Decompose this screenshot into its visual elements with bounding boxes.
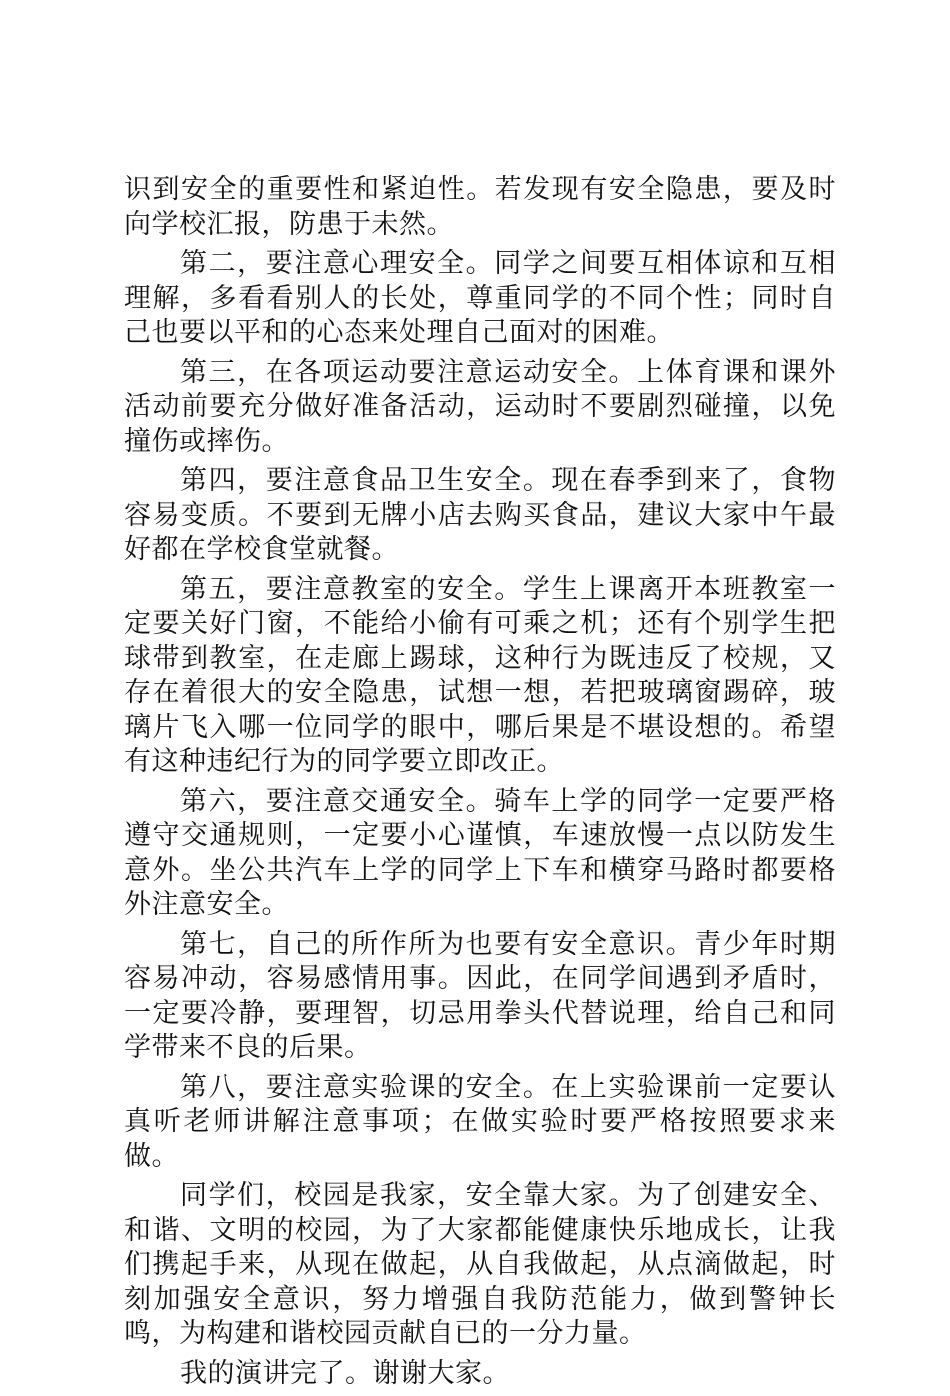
paragraph-3: 第三，在各项运动要注意运动安全。上体育课和课外活动前要充分做好准备活动，运动时不要剧烈碰撞，以免撞伤或摔伤。 bbox=[124, 356, 836, 457]
paragraph-7: 第七，自己的所作所为也要有安全意识。青少年时期容易冲动，容易感情用事。因此，在同学间遇到矛盾时，一定要冷静，要理智，切忌用拳头代替说理，给自己和同学带来不良的后果。 bbox=[124, 928, 836, 1063]
paragraph-5: 第五，要注意教室的安全。学生上课离开本班教室一定要关好门窗，不能给小偷有可乘之机；还有个别学生把球带到教室，在走廊上踢球，这种行为既违反了校规，又存在着很大的安全隐患，试想一想，若把玻璃窗踢碎，玻璃片飞入哪一位同学的眼中，哪后果是不堪设想的。希望有这种违纪行为的同学要立即改正。 bbox=[124, 573, 836, 777]
paragraph-4: 第四，要注意食品卫生安全。现在春季到来了，食物容易变质。不要到无牌小店去购买食品，建议大家中午最好都在学校食堂就餐。 bbox=[124, 465, 836, 565]
paragraph-8: 第八，要注意实验课的安全。在上实验课前一定要认真听老师讲解注意事项；在做实验时要严格按照要求来做。 bbox=[124, 1071, 836, 1172]
paragraph-1: 识到安全的重要性和紧迫性。若发现有安全隐患，要及时向学校汇报，防患于未然。 bbox=[124, 174, 836, 240]
paragraph-6: 第六，要注意交通安全。骑车上学的同学一定要严格遵守交通规则，一定要小心谨慎，车速放慢一点以防发生意外。坐公共汽车上学的同学上下车和横穿马路时都要格外注意安全。 bbox=[124, 785, 836, 920]
paragraph-10: 我的演讲完了。谢谢大家。 bbox=[180, 1357, 510, 1389]
paragraph-9: 同学们，校园是我家，安全靠大家。为了创建安全、和谐、文明的校园，为了大家都能健康快乐地成长，让我们携起手来，从现在做起，从自我做起，从点滴做起，时刻加强安全意识，努力增强自我防范能力，做到警钟长鸣，为构建和谐校园贡献自已的一分力量。 bbox=[124, 1180, 836, 1349]
speech-body bbox=[124, 173, 836, 1396]
paragraph-2: 第二，要注意心理安全。同学之间要互相体谅和互相理解，多看看别人的长处，尊重同学的不同个性；同时自己也要以平和的心态来处理自己面对的困难。 bbox=[124, 248, 836, 348]
